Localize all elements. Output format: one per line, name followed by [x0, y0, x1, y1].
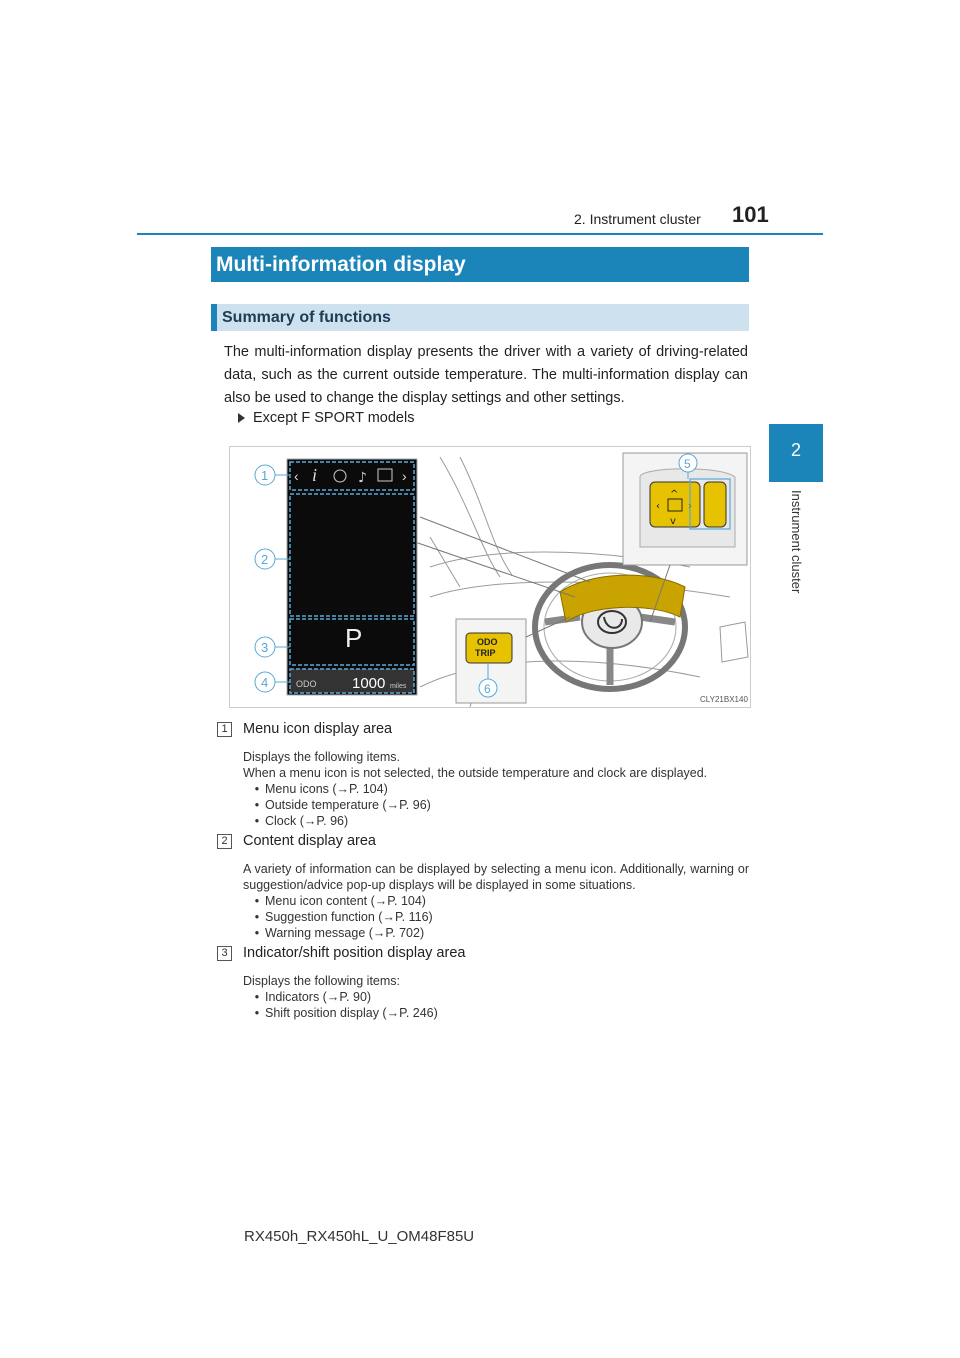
item-number-badge: 2 — [217, 834, 232, 849]
section-title: Multi-information display — [216, 253, 466, 276]
callout-5: 5 — [684, 457, 691, 471]
chapter-side-label — [784, 490, 808, 610]
document-footer: RX450h_RX450hL_U_OM48F85U — [244, 1228, 475, 1245]
svg-text:‹: ‹ — [294, 468, 299, 484]
list-item: • Clock (→P. 96) — [249, 813, 431, 829]
item-description: A variety of information can be displayed by selecting a menu icon. Additionally, warning or suggestion/advice pop-up displays will be displayed in some situations. — [243, 862, 749, 892]
item-number-badge: 3 — [217, 946, 232, 961]
subsection-title: Summary of functions — [222, 309, 391, 326]
callout-1: 1 — [261, 468, 269, 483]
triangle-bullet-icon — [238, 413, 245, 423]
callout-4: 4 — [261, 675, 269, 690]
list-item: • Menu icons (→P. 104) — [249, 781, 431, 797]
instrument-cluster-figure — [229, 446, 751, 708]
svg-text:♪: ♪ — [358, 470, 367, 486]
item-sublist — [249, 781, 431, 829]
svg-text:›: › — [402, 468, 407, 484]
header-rule — [137, 233, 823, 235]
odo-label: ODO — [296, 679, 317, 689]
item-heading: Indicator/shift position display area — [243, 945, 466, 961]
callout-2: 2 — [261, 552, 269, 567]
chapter-tab-number: 2 — [790, 440, 801, 460]
list-item: • Menu icon content (→P. 104) — [249, 893, 433, 909]
shift-position-letter: P — [345, 623, 363, 653]
svg-text:^: ^ — [670, 489, 679, 500]
callout-3: 3 — [261, 640, 269, 655]
item-heading: Menu icon display area — [243, 721, 393, 737]
svg-text:›: › — [688, 501, 692, 512]
list-item: • Outside temperature (→P. 96) — [249, 797, 431, 813]
intro-paragraph: The multi-information display presents the driver with a variety of driving-related data, such as the current outside temperature. The multi-information display can also be used to change the display settings and other settings. — [224, 344, 748, 406]
svg-text:‹: ‹ — [656, 501, 660, 512]
figure-code: CLY21BX140 — [700, 695, 748, 704]
item-description: Displays the following items. When a menu icon is not selected, the outside temperature and clock are displayed. — [243, 750, 708, 780]
cluster-illustration — [230, 447, 750, 707]
odo-button-line1: ODO — [477, 637, 498, 647]
item-sublist — [249, 893, 433, 941]
list-item: • Shift position display (→P. 246) — [249, 1005, 438, 1021]
odo-unit: miles — [390, 683, 407, 690]
chapter-side-label-text: Instrument cluster — [789, 490, 804, 594]
odo-button-line2: TRIP — [475, 648, 496, 658]
chapter-tab — [769, 424, 823, 482]
svg-text:i: i — [312, 465, 318, 485]
display-panel — [287, 459, 417, 695]
page-number: 101 — [732, 202, 769, 227]
item-sublist — [249, 989, 438, 1021]
list-item: • Warning message (→P. 702) — [249, 925, 433, 941]
svg-text:v: v — [670, 516, 676, 527]
odo-trip-inset — [456, 617, 570, 703]
item-heading: Content display area — [243, 833, 376, 849]
list-item: • Suggestion function (→P. 116) — [249, 909, 433, 925]
callout-6: 6 — [484, 682, 491, 696]
model-note-text: Except F SPORT models — [253, 410, 415, 426]
odo-value: 1000 — [352, 675, 386, 692]
running-header-section: 2. Instrument cluster — [574, 211, 701, 227]
item-number-badge: 1 — [217, 722, 232, 737]
model-note — [224, 410, 414, 426]
left-callouts — [255, 465, 290, 692]
list-item: • Indicators (→P. 90) — [249, 989, 438, 1005]
item-description: Displays the following items: — [243, 974, 401, 988]
